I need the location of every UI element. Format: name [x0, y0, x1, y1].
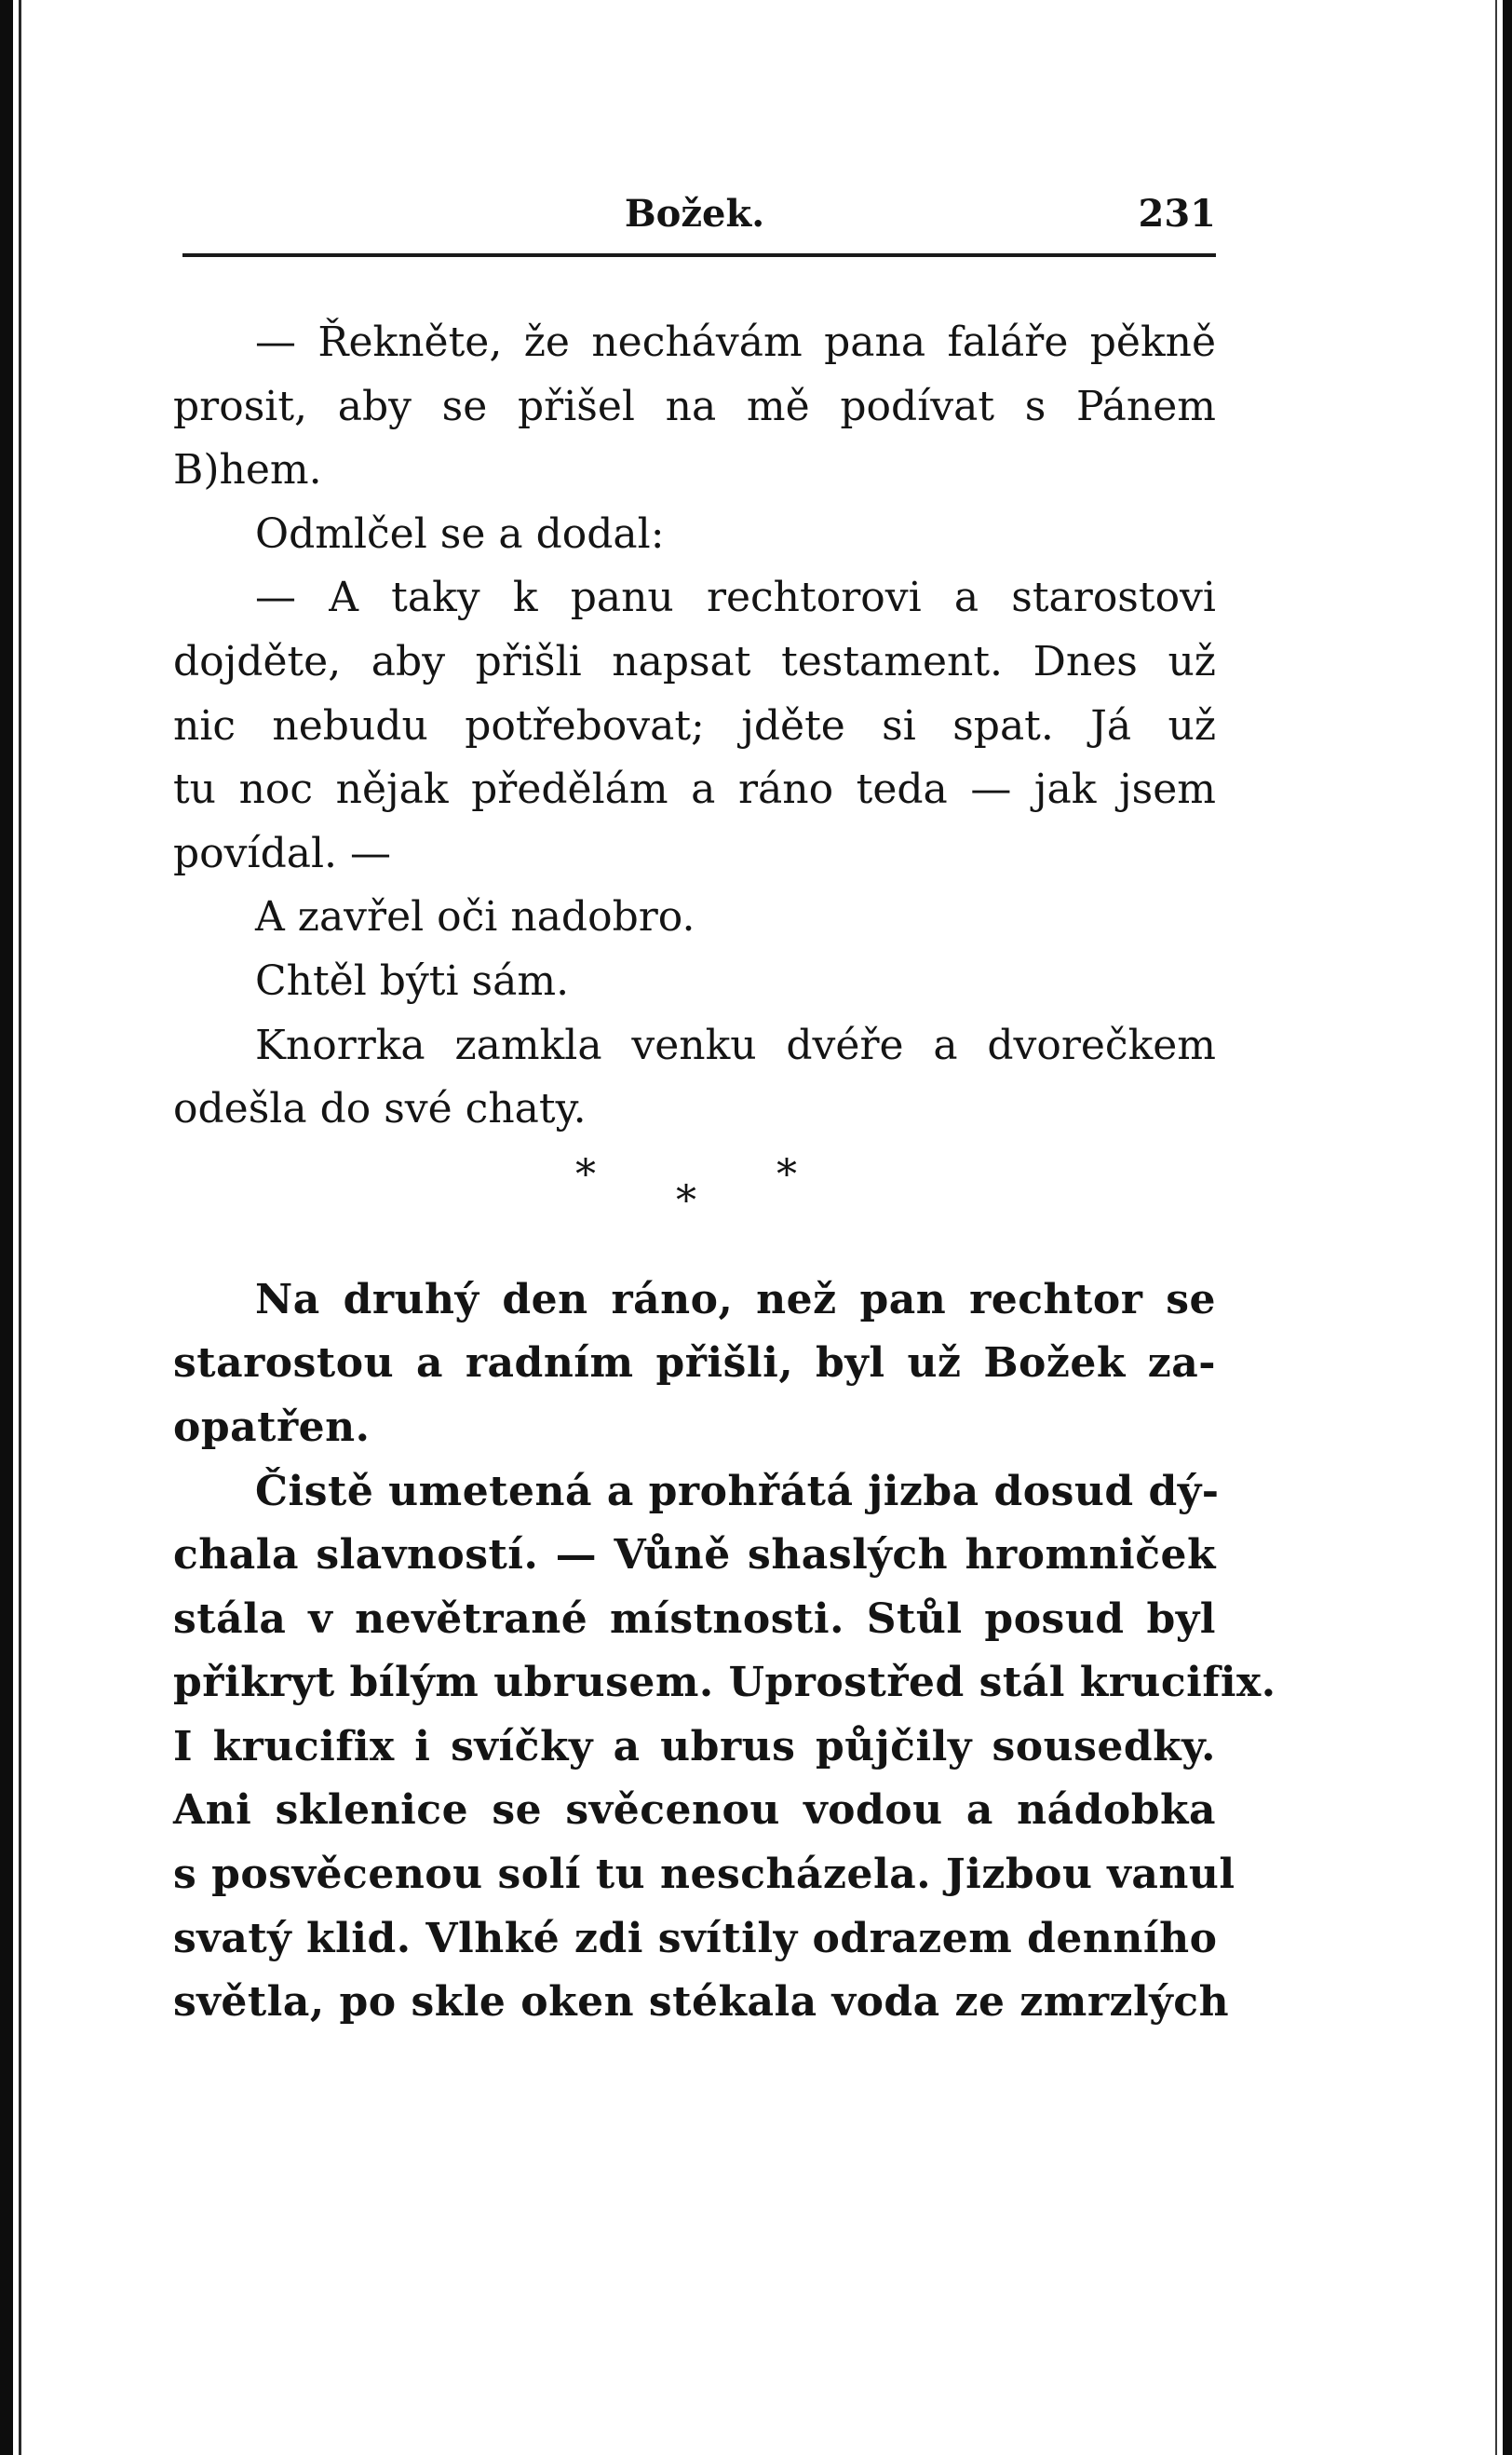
text-line: Čistě umetená a prohřátá jizba dosud dý- [255, 1467, 1220, 1515]
text-line: svatý klid. Vlhké zdi svítily odrazem denního [173, 1914, 1218, 1962]
text-line: Ani sklenice se svěcenou vodou a nádobka [173, 1786, 1216, 1835]
scan-left-border-line [19, 0, 21, 2455]
text-line: prosit, aby se přišel na mě podívat s Pánem [173, 382, 1216, 430]
header-rule [182, 253, 1216, 257]
text-line: I krucifix i svíčky a ubrus půjčily sousedky. [173, 1722, 1216, 1770]
text-line: povídal. — [173, 829, 392, 877]
asterisk: * [776, 1150, 797, 1199]
scan-right-edge [1503, 0, 1512, 2455]
bold-paragraph-block [173, 1268, 1276, 2035]
text-line: Na druhý den ráno, než pan rechtor se [255, 1275, 1216, 1323]
running-title: Božek. [624, 192, 765, 236]
text-line: světla, po skle oken stékala voda ze zmrzlých [173, 1978, 1230, 2027]
text-line: přikryt bílým ubrusem. Uprostřed stál krucifix. [173, 1659, 1276, 1707]
text-line: starostou a radním přišli, byl už Božek za- [173, 1339, 1216, 1388]
scan-left-edge [0, 0, 13, 2455]
asterisk: * [575, 1150, 596, 1199]
text-line: Knorrka zamkla venku dvéře a dvorečkem [255, 1021, 1216, 1069]
text-line: dojděte, aby přišli napsat testament. Dnes už [173, 637, 1216, 685]
scan-right-border-line [1495, 0, 1497, 2455]
text-line: A zavřel oči nadobro. [255, 893, 695, 942]
text-line: Odmlčel se a dodal: [255, 509, 665, 558]
text-line: nic nebudu potřebovat; jděte si spat. Já už [173, 701, 1216, 750]
section-separator [173, 1142, 1216, 1268]
text-line: — Řekněte, že nechávám pana faláře pěkně [255, 319, 1216, 366]
text-line: Chtěl býti sám. [255, 956, 570, 1005]
text-line: tu noc nějak předělám a ráno teda — jak jsem [173, 766, 1216, 814]
text-line: opatřen. [173, 1403, 371, 1451]
page-number: 231 [1138, 192, 1216, 236]
text-line: chala slavností. — Vůně shaslých hromniček [173, 1531, 1216, 1580]
text-line: s posvěcenou solí tu nescházela. Jizbou vanul [173, 1851, 1235, 1899]
page-body [173, 311, 1276, 2035]
text-line: — A taky k panu rechtorovi a starostovi [255, 574, 1216, 622]
text-line: stála v nevětrané místnosti. Stůl posud byl [173, 1594, 1216, 1643]
asterisk: * [676, 1176, 696, 1225]
text-line: odešla do své chaty. [173, 1085, 587, 1133]
page-header [173, 186, 1216, 242]
text-line: B)hem. [173, 446, 322, 495]
